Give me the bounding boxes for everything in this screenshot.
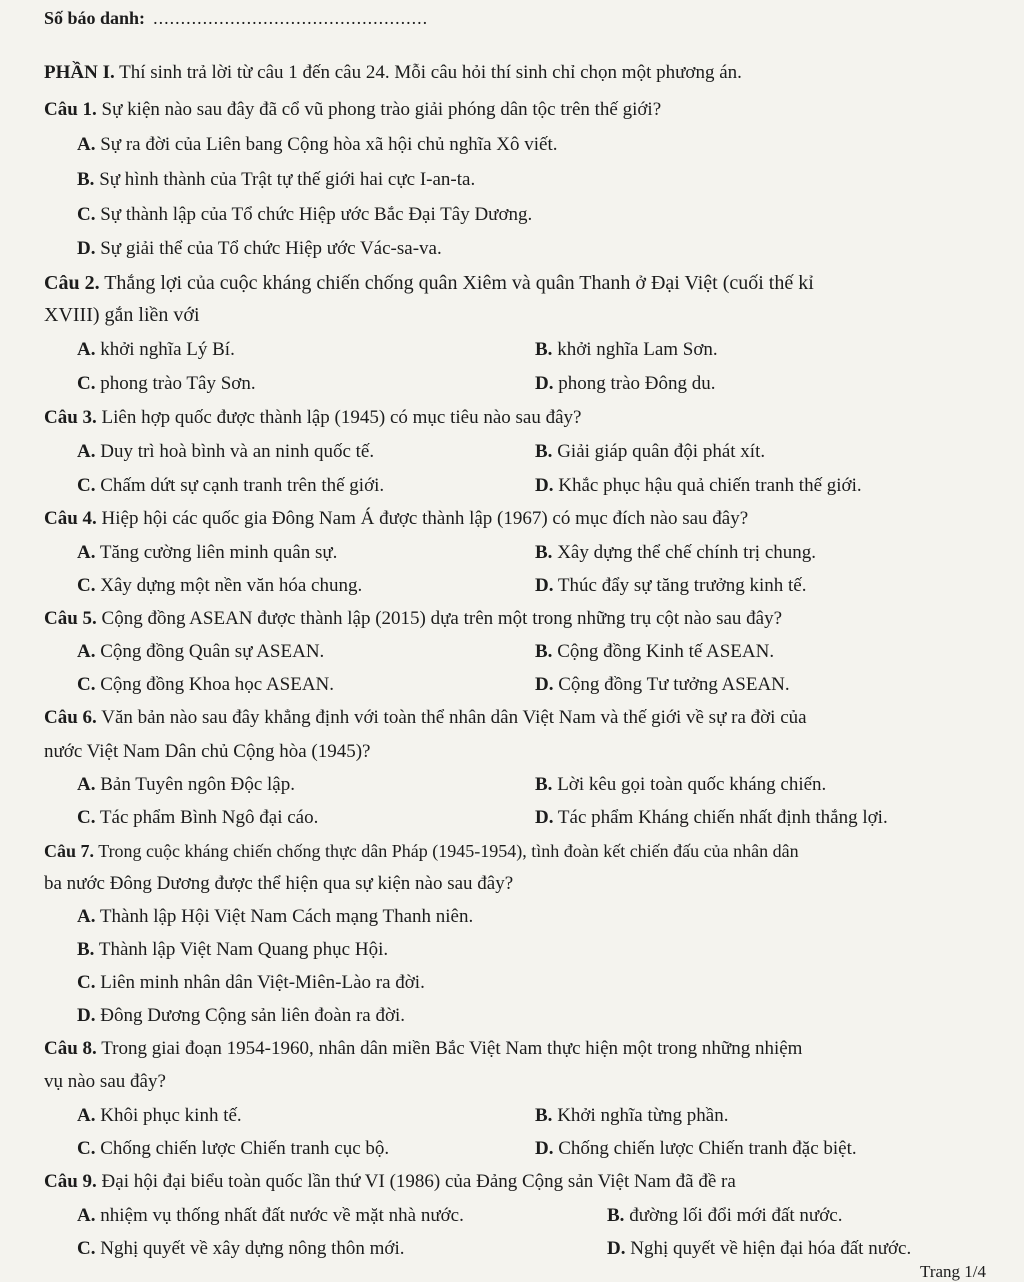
q6-option-b [535, 773, 826, 797]
question-2-continued [44, 303, 200, 327]
option-letter: D. [77, 238, 96, 259]
option-text: Duy trì hoà bình và an ninh quốc tế. [100, 441, 375, 462]
option-text: Thành lập Việt Nam Quang phục Hội. [98, 939, 389, 960]
q8-option-c [77, 1137, 389, 1161]
option-letter: D. [535, 475, 554, 496]
option-text: Khắc phục hậu quả chiến tranh thế giới. [558, 475, 862, 496]
option-text: Khôi phục kinh tế. [100, 1105, 242, 1126]
part-text: Thí sinh trả lời từ câu 1 đến câu 24. Mỗi câu hỏi thí sinh chỉ chọn một phương án. [119, 62, 742, 83]
option-text: đường lối đổi mới đất nước. [629, 1205, 843, 1226]
option-letter: B. [535, 1105, 553, 1126]
question-number: Câu 1. [44, 99, 97, 120]
q2-option-b [535, 338, 718, 362]
option-letter: B. [535, 641, 553, 662]
question-8 [44, 1037, 802, 1061]
option-text: Cộng đồng Khoa học ASEAN. [100, 674, 335, 695]
q7-option-b [77, 938, 388, 962]
option-letter: D. [535, 1138, 554, 1159]
option-letter: A. [77, 134, 96, 155]
option-text: Sự ra đời của Liên bang Cộng hòa xã hội chủ nghĩa Xô viết. [100, 134, 558, 155]
option-text: Nghị quyết về xây dựng nông thôn mới. [100, 1238, 405, 1259]
option-letter: B. [535, 774, 553, 795]
option-letter: A. [77, 542, 96, 563]
option-letter: B. [535, 542, 553, 563]
question-text: Cộng đồng ASEAN được thành lập (2015) dựa trên một trong những trụ cột nào sau đây? [101, 608, 783, 629]
page-number: Trang 1/4 [920, 1262, 986, 1281]
option-text: Chấm dứt sự cạnh tranh trên thế giới. [100, 475, 385, 496]
option-letter: A. [77, 339, 96, 360]
option-text: Thành lập Hội Việt Nam Cách mạng Thanh niên. [99, 906, 474, 927]
q4-option-b [535, 541, 816, 565]
option-text: Liên minh nhân dân Việt-Miên-Lào ra đời. [100, 972, 425, 993]
q7-option-c [77, 971, 425, 995]
option-letter: C. [77, 373, 96, 394]
option-letter: D. [77, 1005, 96, 1026]
question-7-continued [44, 872, 513, 896]
q9-option-a [77, 1204, 464, 1228]
option-letter: C. [77, 575, 96, 596]
option-text: Sự giải thể của Tổ chức Hiệp ước Vác-sa-va. [100, 238, 442, 259]
option-letter: C. [77, 972, 96, 993]
question-5 [44, 607, 782, 631]
option-text: Lời kêu gọi toàn quốc kháng chiến. [557, 774, 827, 795]
option-text: khởi nghĩa Lý Bí. [100, 339, 235, 360]
question-9 [44, 1170, 736, 1194]
question-text: Đại hội đại biểu toàn quốc lần thứ VI (1986) của Đảng Cộng sản Việt Nam đã đề ra [101, 1171, 736, 1192]
option-text: Thúc đẩy sự tăng trưởng kinh tế. [557, 575, 807, 596]
candidate-number-blank: .................................................. [153, 8, 429, 28]
option-letter: D. [535, 807, 554, 828]
option-letter: A. [77, 441, 96, 462]
question-text-line-1: Thắng lợi của cuộc kháng chiến chống quân Xiêm và quân Thanh ở Đại Việt (cuối thế kỉ [104, 272, 814, 294]
q8-option-d [535, 1137, 857, 1161]
option-letter: B. [607, 1205, 625, 1226]
question-4 [44, 507, 748, 531]
q1-option-d [77, 237, 442, 261]
option-text: phong trào Tây Sơn. [100, 373, 256, 394]
question-text-line-1: Văn bản nào sau đây khẳng định với toàn thể nhân dân Việt Nam và thế giới về sự ra đời của [101, 707, 807, 728]
option-letter: C. [77, 674, 96, 695]
option-text: Cộng đồng Quân sự ASEAN. [100, 641, 325, 662]
question-text: Liên hợp quốc được thành lập (1945) có mục tiêu nào sau đây? [101, 407, 582, 428]
question-6 [44, 706, 807, 730]
candidate-number-label: Số báo danh: [44, 8, 146, 28]
q2-option-a [77, 338, 235, 362]
option-letter: A. [77, 641, 96, 662]
option-text: Khởi nghĩa từng phần. [557, 1105, 729, 1126]
option-text: Xây dựng một nền văn hóa chung. [100, 575, 363, 596]
question-text-line-1: Trong giai đoạn 1954-1960, nhân dân miền Bắc Việt Nam thực hiện một trong những nhiệm [101, 1038, 803, 1059]
q4-option-d [535, 574, 806, 598]
option-letter: D. [607, 1238, 626, 1259]
option-text: Tác phẩm Kháng chiến nhất định thắng lợi. [557, 807, 888, 828]
question-number: Câu 5. [44, 608, 97, 629]
option-letter: B. [535, 441, 553, 462]
q3-option-a [77, 440, 374, 464]
question-text-line-2: vụ nào sau đây? [44, 1071, 166, 1092]
exam-page [44, 0, 994, 1280]
question-2 [44, 271, 814, 295]
q5-option-c [77, 673, 334, 697]
question-7 [44, 839, 799, 863]
option-text: Xây dựng thể chế chính trị chung. [557, 542, 816, 563]
option-letter: A. [77, 1205, 96, 1226]
q3-option-b [535, 440, 765, 464]
option-text: Sự thành lập của Tổ chức Hiệp ước Bắc Đại Tây Dương. [100, 204, 533, 225]
question-text-line-2: nước Việt Nam Dân chủ Cộng hòa (1945)? [44, 741, 371, 762]
option-letter: B. [535, 339, 553, 360]
option-letter: A. [77, 1105, 96, 1126]
question-3 [44, 406, 581, 430]
option-letter: D. [535, 373, 554, 394]
q6-option-c [77, 806, 318, 830]
option-letter: D. [535, 575, 554, 596]
option-letter: C. [77, 204, 96, 225]
option-text: Cộng đồng Kinh tế ASEAN. [557, 641, 775, 662]
option-letter: C. [77, 475, 96, 496]
question-number: Câu 3. [44, 407, 97, 428]
q6-option-a [77, 773, 295, 797]
question-number: Câu 8. [44, 1038, 97, 1059]
q2-option-d [535, 372, 716, 396]
option-letter: C. [77, 1238, 96, 1259]
q8-option-a [77, 1104, 242, 1128]
question-text-line-2: ba nước Đông Dương được thể hiện qua sự kiện nào sau đây? [44, 873, 514, 894]
question-6-continued [44, 740, 370, 764]
q9-option-b [607, 1204, 842, 1228]
q7-option-a [77, 905, 473, 929]
q5-option-a [77, 640, 324, 664]
q4-option-c [77, 574, 362, 598]
question-number: Câu 4. [44, 508, 97, 529]
part-label: PHẦN I. [44, 62, 115, 83]
q2-option-c [77, 372, 256, 396]
option-text: khởi nghĩa Lam Sơn. [557, 339, 718, 360]
option-letter: A. [77, 774, 96, 795]
q1-option-b [77, 168, 475, 192]
part-instruction [44, 61, 742, 85]
option-letter: C. [77, 1138, 96, 1159]
option-text: Tác phẩm Bình Ngô đại cáo. [99, 807, 319, 828]
q5-option-b [535, 640, 774, 664]
question-number: Câu 6. [44, 707, 97, 728]
q9-option-d [607, 1237, 911, 1261]
q7-option-d [77, 1004, 405, 1028]
option-text: phong trào Đông du. [558, 373, 716, 394]
option-text: Nghị quyết về hiện đại hóa đất nước. [630, 1238, 912, 1259]
option-letter: B. [77, 169, 95, 190]
q9-option-c [77, 1237, 405, 1261]
question-text: Hiệp hội các quốc gia Đông Nam Á được thành lập (1967) có mục đích nào sau đây? [101, 508, 749, 529]
question-text: Sự kiện nào sau đây đã cổ vũ phong trào giải phóng dân tộc trên thế giới? [101, 99, 662, 120]
q3-option-d [535, 474, 862, 498]
option-text: Sự hình thành của Trật tự thế giới hai cực I-an-ta. [99, 169, 476, 190]
option-text: Cộng đồng Tư tưởng ASEAN. [558, 674, 790, 695]
option-letter: C. [77, 807, 96, 828]
option-text: Chống chiến lược Chiến tranh đặc biệt. [558, 1138, 857, 1159]
option-text: Tăng cường liên minh quân sự. [99, 542, 338, 563]
q6-option-d [535, 806, 888, 830]
option-text: nhiệm vụ thống nhất đất nước về mặt nhà nước. [100, 1205, 464, 1226]
option-text: Đông Dương Cộng sản liên đoàn ra đời. [100, 1005, 406, 1026]
option-text: Giải giáp quân đội phát xít. [557, 441, 766, 462]
question-number: Câu 7. [44, 841, 95, 861]
q3-option-c [77, 474, 384, 498]
q1-option-a [77, 133, 557, 157]
option-letter: A. [77, 906, 96, 927]
option-text: Chống chiến lược Chiến tranh cục bộ. [100, 1138, 390, 1159]
q5-option-d [535, 673, 790, 697]
q8-option-b [535, 1104, 728, 1128]
question-number: Câu 2. [44, 272, 100, 294]
option-letter: B. [77, 939, 95, 960]
option-letter: D. [535, 674, 554, 695]
question-text-line-1: Trong cuộc kháng chiến chống thực dân Pháp (1945-1954), tình đoàn kết chiến đấu của nhân dân [98, 841, 799, 861]
option-text: Bản Tuyên ngôn Độc lập. [100, 774, 295, 795]
question-number: Câu 9. [44, 1171, 97, 1192]
q1-option-c [77, 203, 532, 227]
question-1 [44, 98, 661, 122]
question-8-continued [44, 1070, 166, 1094]
question-text-line-2: XVIII) gắn liền với [44, 304, 200, 326]
q4-option-a [77, 541, 337, 565]
candidate-number-line [44, 8, 428, 29]
